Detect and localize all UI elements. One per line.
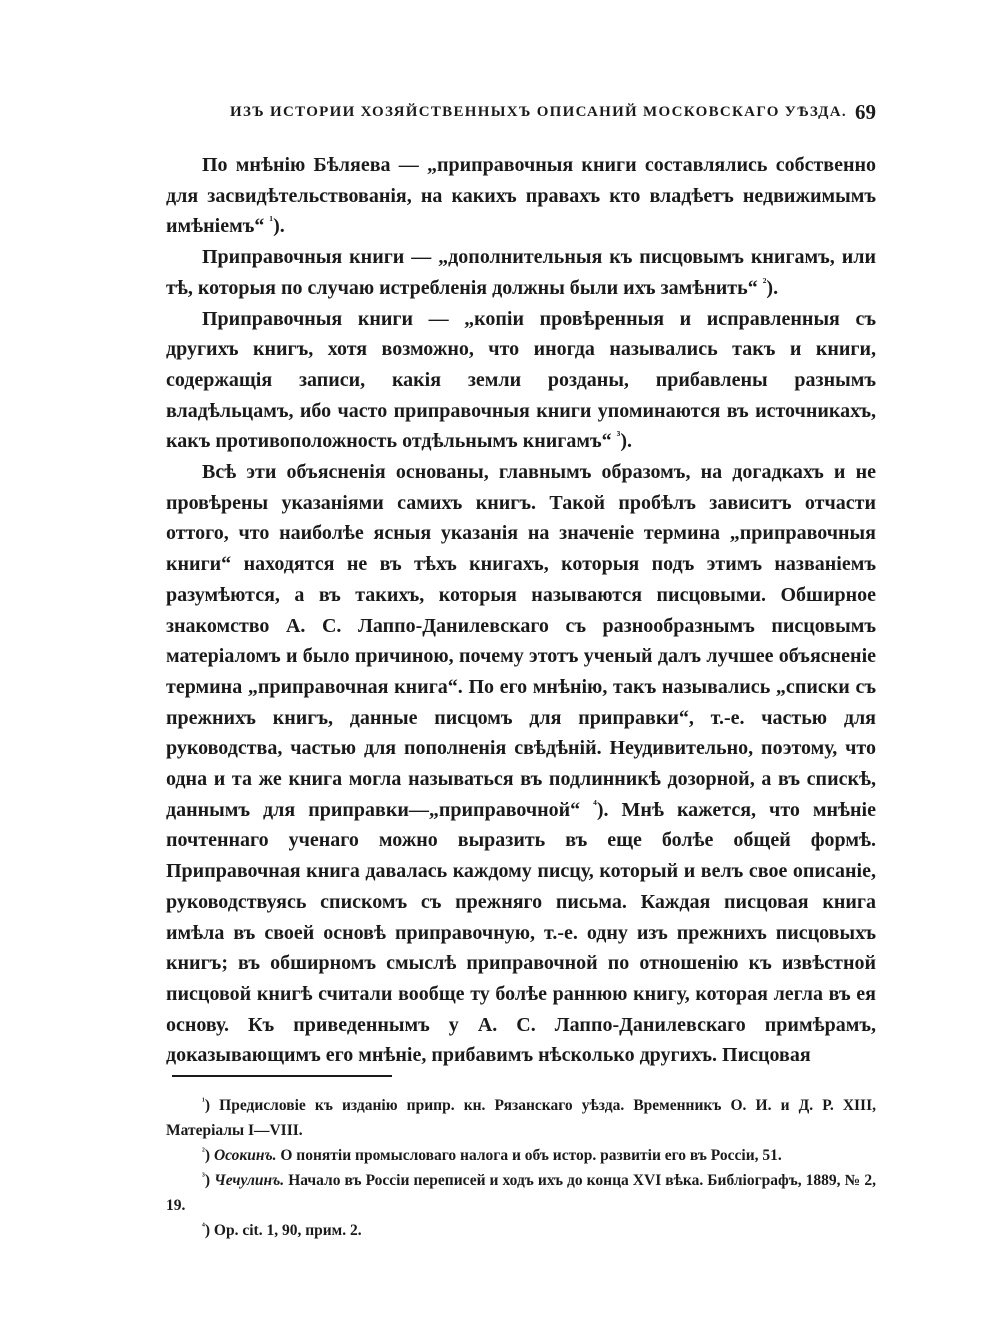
paragraph: По мнѣнію Бѣляева — „приправочныя книги составлялись собственно для засвидѣтельствованія, на какихъ правахъ кто владѣетъ недвижимымъ имѣніемъ“ $^{^1}$). xyxy=(166,154,876,238)
footnote: $^{^1}$) Предисловіе къ изданію припр. кн. Рязанскаго уѣзда. Временникъ О. И. и Д. Р. XIII, Матеріалы I—VIII. xyxy=(166,1095,876,1139)
footnote-ref: ⁴ xyxy=(593,797,597,812)
footnote-mark: ⁴ xyxy=(202,1220,205,1232)
running-title: ИЗЪ ИСТОРИИ ХОЗЯЙСТВЕННЫХЪ ОПИСАНИЙ МОСКОВСКАГО УѢЗДА. xyxy=(230,104,847,120)
footnote-ref: ¹ xyxy=(269,213,274,228)
footnote-mark: ¹ xyxy=(202,1095,205,1107)
footnote-author: Осокинъ. xyxy=(213,1147,277,1164)
footnote-mark: ³ xyxy=(202,1170,205,1182)
page-header xyxy=(230,100,876,126)
footnote-ref: ² xyxy=(762,275,767,290)
footnote-separator xyxy=(172,1075,392,1077)
footnote-author: Чечулинъ. xyxy=(214,1172,285,1189)
paragraph: Всѣ эти объясненія основаны, главнымъ образомъ, на догадкахъ и не провѣрены указаніями самихъ книгъ. Такой пробѣлъ зависитъ отчасти оттого, что наиболѣе ясныя указанія на значеніе термина „приправочныя книги“ находятся не въ тѣхъ книгахъ, которыя подъ этимъ названіемъ разумѣются, а въ такихъ, которыя называются писцовыми. Обширное знакомство А. С. Лаппо-Данилевскаго съ разнообразнымъ писцовымъ матеріаломъ и было причиною, почему этотъ ученый далъ лучшее объясненіе термина „приправочная книга“. По его мнѣнію, такъ назывались „списки съ прежнихъ книгъ, данные писцомъ для приправки“, т.-е. частью для руководства, частью для пополненія свѣдѣній. Неудивительно, поэтому, что одна и та же книга могла называться въ подлинникѣ дозорной, а въ спискѣ, даннымъ для приправки—„приправочной“ $^{^4}$). Мнѣ кажется, что мнѣніе почтеннаго ученаго можно выразить въ еще болѣе общей формѣ. Приправочная книга давалась каждому писцу, который и велъ свое описаніе, руководствуясь спискомъ съ прежняго письма. Каждая писцовая книга имѣла въ своей основѣ приправочную, т.-е. одну изъ прежнихъ писцовыхъ книгъ; въ обширномъ смыслѣ приправочной по отношенію къ извѣстной писцовой книгѣ считали вообще ту болѣе раннюю книгу, которая легла въ ея основу. Къ приведеннымъ у А. С. Лаппо-Данилевскаго примѣрамъ, доказывающимъ его мнѣніе, прибавимъ нѣсколько другихъ. Писцовая xyxy=(166,461,876,1067)
footnotes xyxy=(166,1093,876,1243)
footnote: $^{^3}$) Чечулинъ. Начало въ Россіи переписей и ходъ ихъ до конца XVI вѣка. Библіографъ, 1889, № 2, 19. xyxy=(166,1170,876,1214)
paragraph: Приправочныя книги — „копіи провѣренныя и исправленныя съ другихъ книгъ, хотя возможно, что иногда назывались такъ и книги, содержащія записи, какія земли розданы, прибавлены разнымъ владѣльцамъ, ибо часто приправочныя книги упоминаются въ источникахъ, какъ противоположность отдѣльнымъ книгамъ“ $^{^3}$). xyxy=(166,307,876,453)
footnote: $^{^4}$) Op. cit. 1, 90, прим. 2. xyxy=(202,1220,362,1239)
paragraph: Приправочныя книги — „дополнительныя къ писцовымъ книгамъ, или тѣ, которыя по случаю истребленія должны были ихъ замѣнить“ $^{^2}$). xyxy=(166,246,876,299)
footnote-ref: ³ xyxy=(616,428,621,443)
page-number: 69 xyxy=(855,100,876,124)
footnote: $^{^2}$) Осокинъ. О понятіи промысловаго налога и объ истор. развитіи его въ Россіи, 51. xyxy=(202,1145,782,1164)
footnote-mark: ² xyxy=(202,1145,205,1157)
main-text xyxy=(166,150,876,1071)
